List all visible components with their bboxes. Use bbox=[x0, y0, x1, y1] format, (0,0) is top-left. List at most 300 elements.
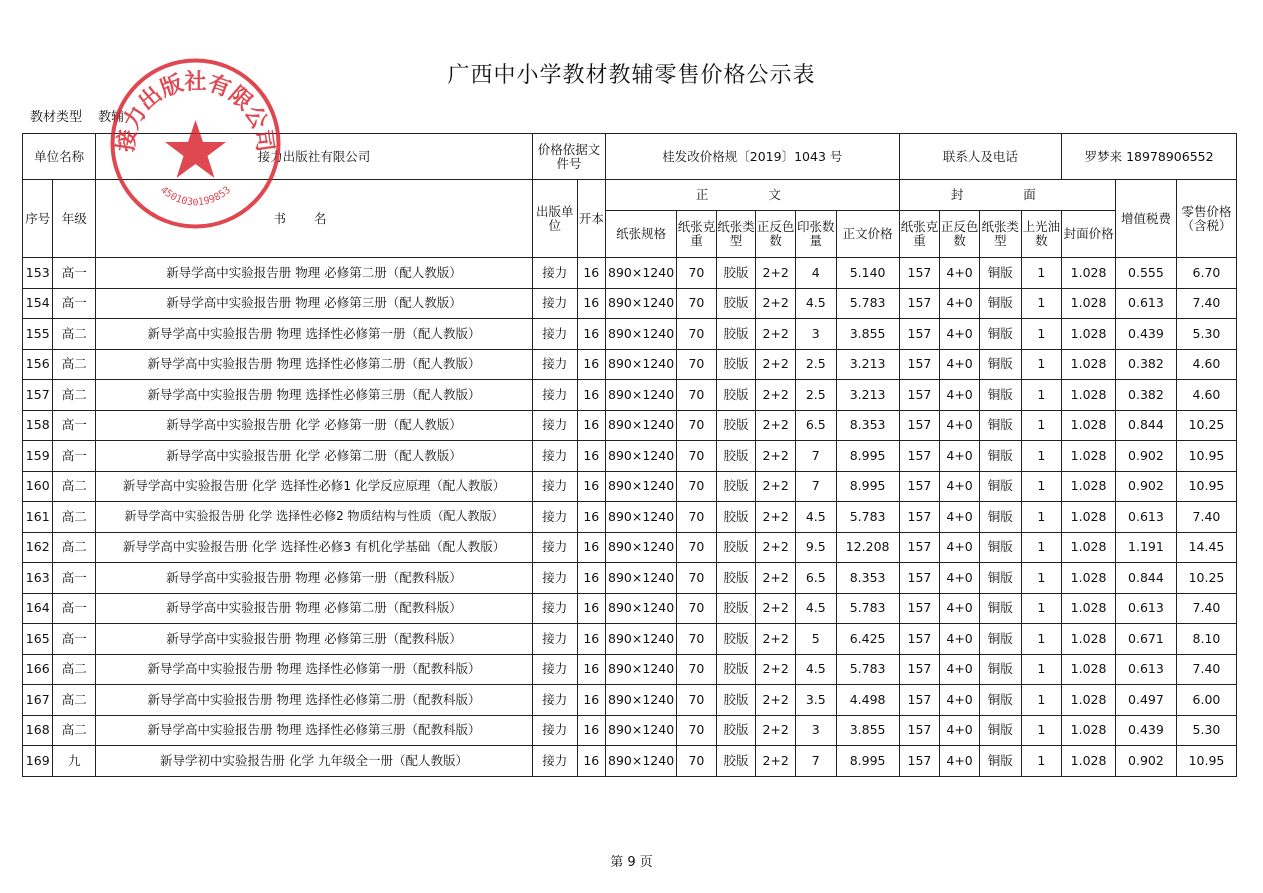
book-name-cell: 新导学高中实验报告册 化学 必修第一册（配人教版） bbox=[96, 410, 533, 441]
paper-weight-cell: 70 bbox=[677, 746, 717, 777]
seq-cell: 166 bbox=[23, 654, 53, 685]
cover-color-cell: 4+0 bbox=[940, 410, 980, 441]
format-cell: 16 bbox=[577, 563, 605, 594]
color-cell: 2+2 bbox=[756, 685, 796, 716]
paper-type-cell: 胶版 bbox=[716, 380, 756, 411]
sheets-cell: 5 bbox=[795, 624, 836, 655]
paper-type-cell: 胶版 bbox=[716, 410, 756, 441]
grade-cell: 九 bbox=[53, 746, 96, 777]
body-price-header: 正文价格 bbox=[836, 211, 899, 258]
material-type-value: 教辅 bbox=[98, 110, 125, 125]
paper-spec-cell: 890×1240 bbox=[606, 746, 677, 777]
sheets-cell: 4 bbox=[795, 258, 836, 289]
sheets-cell: 4.5 bbox=[795, 502, 836, 533]
sheets-cell: 7 bbox=[795, 746, 836, 777]
body-price-cell: 8.995 bbox=[836, 746, 899, 777]
cover-price-cell: 1.028 bbox=[1062, 410, 1116, 441]
retail-cell: 8.10 bbox=[1176, 624, 1236, 655]
cover-price-header: 封面价格 bbox=[1062, 211, 1116, 258]
publisher-cell: 接力 bbox=[532, 471, 577, 502]
grade-cell: 高二 bbox=[53, 685, 96, 716]
cover-color-cell: 4+0 bbox=[940, 380, 980, 411]
sheets-cell: 3 bbox=[795, 319, 836, 350]
seq-cell: 160 bbox=[23, 471, 53, 502]
sheets-cell: 2.5 bbox=[795, 349, 836, 380]
cover-price-cell: 1.028 bbox=[1062, 502, 1116, 533]
table-row bbox=[23, 715, 1237, 746]
cover-color-cell: 4+0 bbox=[940, 685, 980, 716]
body-price-cell: 5.783 bbox=[836, 502, 899, 533]
gloss-cell: 1 bbox=[1021, 624, 1062, 655]
paper-type-cell: 胶版 bbox=[716, 654, 756, 685]
paper-type-cell: 胶版 bbox=[716, 471, 756, 502]
book-name-cell: 新导学高中实验报告册 物理 必修第二册（配人教版） bbox=[96, 258, 533, 289]
sheets-cell: 7 bbox=[795, 441, 836, 472]
paper-type-cell: 胶版 bbox=[716, 685, 756, 716]
cover-type-cell: 铜版 bbox=[979, 319, 1021, 350]
cover-price-cell: 1.028 bbox=[1062, 441, 1116, 472]
paper-weight-cell: 70 bbox=[677, 685, 717, 716]
paper-type-cell: 胶版 bbox=[716, 532, 756, 563]
cover-weight-cell: 157 bbox=[899, 593, 940, 624]
color-cell: 2+2 bbox=[756, 624, 796, 655]
cover-price-cell: 1.028 bbox=[1062, 471, 1116, 502]
retail-cell: 4.60 bbox=[1176, 380, 1236, 411]
publisher-cell: 接力 bbox=[532, 502, 577, 533]
format-cell: 16 bbox=[577, 380, 605, 411]
paper-type-cell: 胶版 bbox=[716, 746, 756, 777]
sheets-cell: 4.5 bbox=[795, 654, 836, 685]
retail-cell: 14.45 bbox=[1176, 532, 1236, 563]
sheets-cell: 6.5 bbox=[795, 410, 836, 441]
gloss-cell: 1 bbox=[1021, 288, 1062, 319]
cover-color-cell: 4+0 bbox=[940, 715, 980, 746]
paper-type-cell: 胶版 bbox=[716, 593, 756, 624]
publisher-cell: 接力 bbox=[532, 746, 577, 777]
seq-cell: 153 bbox=[23, 258, 53, 289]
vat-cell: 0.671 bbox=[1115, 624, 1176, 655]
book-header: 书名 bbox=[96, 180, 533, 258]
cover-weight-cell: 157 bbox=[899, 441, 940, 472]
retail-cell: 10.95 bbox=[1176, 441, 1236, 472]
paper-spec-cell: 890×1240 bbox=[606, 654, 677, 685]
vat-cell: 0.497 bbox=[1115, 685, 1176, 716]
gloss-cell: 1 bbox=[1021, 654, 1062, 685]
vat-cell: 0.844 bbox=[1115, 410, 1176, 441]
cover-color-cell: 4+0 bbox=[940, 746, 980, 777]
cover-price-cell: 1.028 bbox=[1062, 685, 1116, 716]
vat-cell: 0.844 bbox=[1115, 563, 1176, 594]
color-cell: 2+2 bbox=[756, 654, 796, 685]
paper-weight-cell: 70 bbox=[677, 410, 717, 441]
retail-cell: 10.95 bbox=[1176, 471, 1236, 502]
seal-name-text: 接力出版社有限公司 bbox=[113, 69, 278, 154]
retail-cell: 10.25 bbox=[1176, 410, 1236, 441]
format-cell: 16 bbox=[577, 532, 605, 563]
cover-weight-cell: 157 bbox=[899, 319, 940, 350]
cover-type-cell: 铜版 bbox=[979, 441, 1021, 472]
grade-header: 年级 bbox=[53, 180, 96, 258]
gloss-cell: 1 bbox=[1021, 471, 1062, 502]
gloss-cell: 1 bbox=[1021, 441, 1062, 472]
format-cell: 16 bbox=[577, 349, 605, 380]
grade-cell: 高二 bbox=[53, 380, 96, 411]
publisher-cell: 接力 bbox=[532, 532, 577, 563]
cover-group-header: 封 面 bbox=[899, 180, 1115, 211]
format-cell: 16 bbox=[577, 441, 605, 472]
cover-color-cell: 4+0 bbox=[940, 258, 980, 289]
vat-cell: 0.902 bbox=[1115, 746, 1176, 777]
paper-type-cell: 胶版 bbox=[716, 258, 756, 289]
paper-weight-cell: 70 bbox=[677, 532, 717, 563]
cover-weight-cell: 157 bbox=[899, 715, 940, 746]
cover-weight-cell: 157 bbox=[899, 624, 940, 655]
cover-color-cell: 4+0 bbox=[940, 563, 980, 594]
format-cell: 16 bbox=[577, 654, 605, 685]
paper-spec-header: 纸张规格 bbox=[606, 211, 677, 258]
paper-type-cell: 胶版 bbox=[716, 288, 756, 319]
body-price-cell: 5.783 bbox=[836, 654, 899, 685]
gloss-header: 上光油数 bbox=[1021, 211, 1062, 258]
publisher-cell: 接力 bbox=[532, 685, 577, 716]
cover-color-cell: 4+0 bbox=[940, 288, 980, 319]
paper-spec-cell: 890×1240 bbox=[606, 319, 677, 350]
cover-weight-cell: 157 bbox=[899, 349, 940, 380]
body-price-cell: 6.425 bbox=[836, 624, 899, 655]
paper-spec-cell: 890×1240 bbox=[606, 441, 677, 472]
body-price-cell: 5.783 bbox=[836, 288, 899, 319]
cover-price-cell: 1.028 bbox=[1062, 654, 1116, 685]
grade-cell: 高二 bbox=[53, 532, 96, 563]
vat-cell: 1.191 bbox=[1115, 532, 1176, 563]
paper-spec-cell: 890×1240 bbox=[606, 349, 677, 380]
format-cell: 16 bbox=[577, 593, 605, 624]
book-name-cell: 新导学高中实验报告册 化学 选择性必修2 物质结构与性质（配人教版） bbox=[96, 502, 533, 533]
vat-cell: 0.902 bbox=[1115, 441, 1176, 472]
vat-cell: 0.613 bbox=[1115, 502, 1176, 533]
paper-weight-cell: 70 bbox=[677, 471, 717, 502]
grade-cell: 高一 bbox=[53, 441, 96, 472]
color-cell: 2+2 bbox=[756, 746, 796, 777]
color-cell: 2+2 bbox=[756, 349, 796, 380]
table-row bbox=[23, 258, 1237, 289]
grade-cell: 高一 bbox=[53, 563, 96, 594]
vat-header: 增值税费 bbox=[1115, 180, 1176, 258]
body-price-cell: 3.855 bbox=[836, 319, 899, 350]
cover-color-cell: 4+0 bbox=[940, 532, 980, 563]
book-name-cell: 新导学高中实验报告册 物理 选择性必修第一册（配教科版） bbox=[96, 654, 533, 685]
cover-type-cell: 铜版 bbox=[979, 410, 1021, 441]
book-name-cell: 新导学高中实验报告册 化学 必修第二册（配人教版） bbox=[96, 441, 533, 472]
sheets-cell: 9.5 bbox=[795, 532, 836, 563]
cover-type-cell: 铜版 bbox=[979, 654, 1021, 685]
grade-cell: 高二 bbox=[53, 319, 96, 350]
body-price-cell: 12.208 bbox=[836, 532, 899, 563]
table-row bbox=[23, 532, 1237, 563]
paper-type-cell: 胶版 bbox=[716, 349, 756, 380]
color-cell: 2+2 bbox=[756, 410, 796, 441]
cover-weight-cell: 157 bbox=[899, 654, 940, 685]
color-cell: 2+2 bbox=[756, 715, 796, 746]
cover-weight-cell: 157 bbox=[899, 471, 940, 502]
cover-color-header: 正反色数 bbox=[940, 211, 980, 258]
paper-type-header: 纸张类型 bbox=[716, 211, 756, 258]
material-type-label: 教材类型 bbox=[30, 110, 83, 125]
gloss-cell: 1 bbox=[1021, 258, 1062, 289]
paper-weight-cell: 70 bbox=[677, 502, 717, 533]
unit-value: 接力出版社有限公司 bbox=[96, 134, 533, 180]
format-cell: 16 bbox=[577, 319, 605, 350]
color-cell: 2+2 bbox=[756, 593, 796, 624]
seq-cell: 165 bbox=[23, 624, 53, 655]
paper-weight-cell: 70 bbox=[677, 624, 717, 655]
body-price-cell: 8.995 bbox=[836, 441, 899, 472]
book-name-cell: 新导学高中实验报告册 物理 必修第一册（配教科版） bbox=[96, 563, 533, 594]
table-row bbox=[23, 746, 1237, 777]
paper-spec-cell: 890×1240 bbox=[606, 532, 677, 563]
cover-weight-cell: 157 bbox=[899, 258, 940, 289]
paper-spec-cell: 890×1240 bbox=[606, 685, 677, 716]
body-price-cell: 8.353 bbox=[836, 563, 899, 594]
retail-cell: 7.40 bbox=[1176, 593, 1236, 624]
cover-weight-header: 纸张克重 bbox=[899, 211, 940, 258]
cover-price-cell: 1.028 bbox=[1062, 624, 1116, 655]
format-cell: 16 bbox=[577, 685, 605, 716]
cover-weight-cell: 157 bbox=[899, 685, 940, 716]
cover-type-cell: 铜版 bbox=[979, 380, 1021, 411]
seq-cell: 162 bbox=[23, 532, 53, 563]
paper-type-cell: 胶版 bbox=[716, 441, 756, 472]
publisher-cell: 接力 bbox=[532, 624, 577, 655]
cover-price-cell: 1.028 bbox=[1062, 258, 1116, 289]
paper-type-cell: 胶版 bbox=[716, 563, 756, 594]
cover-type-cell: 铜版 bbox=[979, 258, 1021, 289]
cover-type-cell: 铜版 bbox=[979, 563, 1021, 594]
cover-price-cell: 1.028 bbox=[1062, 349, 1116, 380]
gloss-cell: 1 bbox=[1021, 715, 1062, 746]
contact-label: 联系人及电话 bbox=[899, 134, 1062, 180]
retail-cell: 7.40 bbox=[1176, 654, 1236, 685]
format-cell: 16 bbox=[577, 288, 605, 319]
vat-cell: 0.555 bbox=[1115, 258, 1176, 289]
color-cell: 2+2 bbox=[756, 441, 796, 472]
paper-weight-cell: 70 bbox=[677, 288, 717, 319]
seq-cell: 161 bbox=[23, 502, 53, 533]
cover-type-header: 纸张类型 bbox=[979, 211, 1021, 258]
retail-cell: 6.70 bbox=[1176, 258, 1236, 289]
seq-cell: 168 bbox=[23, 715, 53, 746]
grade-cell: 高一 bbox=[53, 410, 96, 441]
cover-type-cell: 铜版 bbox=[979, 685, 1021, 716]
cover-weight-cell: 157 bbox=[899, 563, 940, 594]
cover-type-cell: 铜版 bbox=[979, 624, 1021, 655]
unit-label: 单位名称 bbox=[23, 134, 96, 180]
publisher-cell: 接力 bbox=[532, 349, 577, 380]
color-cell: 2+2 bbox=[756, 471, 796, 502]
format-cell: 16 bbox=[577, 502, 605, 533]
table-row bbox=[23, 288, 1237, 319]
table-row bbox=[23, 471, 1237, 502]
cover-price-cell: 1.028 bbox=[1062, 593, 1116, 624]
table-row bbox=[23, 349, 1237, 380]
retail-cell: 7.40 bbox=[1176, 502, 1236, 533]
paper-spec-cell: 890×1240 bbox=[606, 563, 677, 594]
table-row bbox=[23, 624, 1237, 655]
price-basis-label: 价格依据文件号 bbox=[532, 134, 605, 180]
color-cell: 2+2 bbox=[756, 288, 796, 319]
body-price-cell: 4.498 bbox=[836, 685, 899, 716]
seq-cell: 163 bbox=[23, 563, 53, 594]
paper-weight-cell: 70 bbox=[677, 441, 717, 472]
grade-cell: 高二 bbox=[53, 715, 96, 746]
paper-weight-cell: 70 bbox=[677, 258, 717, 289]
publisher-cell: 接力 bbox=[532, 410, 577, 441]
gloss-cell: 1 bbox=[1021, 563, 1062, 594]
grade-cell: 高一 bbox=[53, 288, 96, 319]
publisher-cell: 接力 bbox=[532, 593, 577, 624]
body-group-header: 正 文 bbox=[606, 180, 900, 211]
book-name-cell: 新导学高中实验报告册 物理 必修第二册（配教科版） bbox=[96, 593, 533, 624]
cover-color-cell: 4+0 bbox=[940, 319, 980, 350]
seq-cell: 167 bbox=[23, 685, 53, 716]
cover-price-cell: 1.028 bbox=[1062, 715, 1116, 746]
body-price-cell: 8.995 bbox=[836, 471, 899, 502]
cover-weight-cell: 157 bbox=[899, 410, 940, 441]
cover-type-cell: 铜版 bbox=[979, 349, 1021, 380]
cover-price-cell: 1.028 bbox=[1062, 746, 1116, 777]
table-row bbox=[23, 410, 1237, 441]
seal-code-text: 4501030199853 bbox=[158, 184, 233, 209]
vat-cell: 0.382 bbox=[1115, 380, 1176, 411]
cover-weight-cell: 157 bbox=[899, 380, 940, 411]
publisher-cell: 接力 bbox=[532, 563, 577, 594]
cover-type-cell: 铜版 bbox=[979, 471, 1021, 502]
publisher-cell: 接力 bbox=[532, 288, 577, 319]
vat-cell: 0.382 bbox=[1115, 349, 1176, 380]
sheets-cell: 6.5 bbox=[795, 563, 836, 594]
grade-cell: 高一 bbox=[53, 593, 96, 624]
publisher-cell: 接力 bbox=[532, 258, 577, 289]
sheets-header: 印张数量 bbox=[795, 211, 836, 258]
table-row bbox=[23, 685, 1237, 716]
body-price-cell: 8.353 bbox=[836, 410, 899, 441]
publisher-cell: 接力 bbox=[532, 380, 577, 411]
retail-cell: 10.95 bbox=[1176, 746, 1236, 777]
format-cell: 16 bbox=[577, 258, 605, 289]
grade-cell: 高二 bbox=[53, 471, 96, 502]
grade-cell: 高二 bbox=[53, 502, 96, 533]
paper-spec-cell: 890×1240 bbox=[606, 471, 677, 502]
retail-cell: 6.00 bbox=[1176, 685, 1236, 716]
paper-spec-cell: 890×1240 bbox=[606, 715, 677, 746]
paper-weight-cell: 70 bbox=[677, 380, 717, 411]
paper-spec-cell: 890×1240 bbox=[606, 380, 677, 411]
cover-weight-cell: 157 bbox=[899, 746, 940, 777]
book-name-cell: 新导学高中实验报告册 物理 选择性必修第一册（配人教版） bbox=[96, 319, 533, 350]
page-number: 第 9 页 bbox=[610, 855, 653, 870]
paper-spec-cell: 890×1240 bbox=[606, 288, 677, 319]
seq-cell: 158 bbox=[23, 410, 53, 441]
book-name-cell: 新导学高中实验报告册 物理 选择性必修第三册（配人教版） bbox=[96, 380, 533, 411]
format-cell: 16 bbox=[577, 746, 605, 777]
format-cell: 16 bbox=[577, 471, 605, 502]
cover-color-cell: 4+0 bbox=[940, 593, 980, 624]
format-cell: 16 bbox=[577, 624, 605, 655]
publisher-header: 出版单位 bbox=[532, 180, 577, 258]
cover-color-cell: 4+0 bbox=[940, 502, 980, 533]
paper-type-cell: 胶版 bbox=[716, 624, 756, 655]
cover-price-cell: 1.028 bbox=[1062, 563, 1116, 594]
format-cell: 16 bbox=[577, 410, 605, 441]
vat-cell: 0.902 bbox=[1115, 471, 1176, 502]
color-cell: 2+2 bbox=[756, 380, 796, 411]
retail-cell: 4.60 bbox=[1176, 349, 1236, 380]
paper-spec-cell: 890×1240 bbox=[606, 258, 677, 289]
paper-weight-cell: 70 bbox=[677, 563, 717, 594]
paper-weight-cell: 70 bbox=[677, 319, 717, 350]
material-type bbox=[30, 106, 136, 125]
book-name-cell: 新导学初中实验报告册 化学 九年级全一册（配人教版） bbox=[96, 746, 533, 777]
sheets-cell: 3 bbox=[795, 715, 836, 746]
cover-color-cell: 4+0 bbox=[940, 349, 980, 380]
grade-cell: 高二 bbox=[53, 654, 96, 685]
sheets-cell: 4.5 bbox=[795, 288, 836, 319]
grade-cell: 高二 bbox=[53, 349, 96, 380]
retail-cell: 5.30 bbox=[1176, 319, 1236, 350]
publisher-cell: 接力 bbox=[532, 319, 577, 350]
seq-cell: 155 bbox=[23, 319, 53, 350]
book-name-cell: 新导学高中实验报告册 物理 选择性必修第二册（配人教版） bbox=[96, 349, 533, 380]
cover-weight-cell: 157 bbox=[899, 288, 940, 319]
gloss-cell: 1 bbox=[1021, 532, 1062, 563]
paper-weight-cell: 70 bbox=[677, 593, 717, 624]
cover-price-cell: 1.028 bbox=[1062, 380, 1116, 411]
seq-cell: 156 bbox=[23, 349, 53, 380]
paper-weight-header: 纸张克重 bbox=[677, 211, 717, 258]
grade-cell: 高一 bbox=[53, 258, 96, 289]
gloss-cell: 1 bbox=[1021, 380, 1062, 411]
table-row bbox=[23, 441, 1237, 472]
cover-type-cell: 铜版 bbox=[979, 502, 1021, 533]
sheets-cell: 2.5 bbox=[795, 380, 836, 411]
paper-weight-cell: 70 bbox=[677, 654, 717, 685]
vat-cell: 0.613 bbox=[1115, 654, 1176, 685]
book-name-cell: 新导学高中实验报告册 化学 选择性必修1 化学反应原理（配人教版） bbox=[96, 471, 533, 502]
cover-color-cell: 4+0 bbox=[940, 441, 980, 472]
seq-cell: 164 bbox=[23, 593, 53, 624]
table-row bbox=[23, 380, 1237, 411]
body-price-cell: 3.855 bbox=[836, 715, 899, 746]
page-title: 广西中小学教材教辅零售价格公示表 bbox=[447, 63, 816, 88]
contact-value: 罗梦来 18978906552 bbox=[1062, 134, 1237, 180]
vat-cell: 0.613 bbox=[1115, 593, 1176, 624]
retail-cell: 5.30 bbox=[1176, 715, 1236, 746]
gloss-cell: 1 bbox=[1021, 349, 1062, 380]
table-row bbox=[23, 654, 1237, 685]
cover-price-cell: 1.028 bbox=[1062, 288, 1116, 319]
cover-type-cell: 铜版 bbox=[979, 288, 1021, 319]
paper-weight-cell: 70 bbox=[677, 715, 717, 746]
table-row bbox=[23, 319, 1237, 350]
gloss-cell: 1 bbox=[1021, 410, 1062, 441]
gloss-cell: 1 bbox=[1021, 502, 1062, 533]
book-name-cell: 新导学高中实验报告册 物理 必修第三册（配教科版） bbox=[96, 624, 533, 655]
seq-cell: 154 bbox=[23, 288, 53, 319]
paper-weight-cell: 70 bbox=[677, 349, 717, 380]
color-cell: 2+2 bbox=[756, 258, 796, 289]
cover-color-cell: 4+0 bbox=[940, 471, 980, 502]
vat-cell: 0.439 bbox=[1115, 319, 1176, 350]
